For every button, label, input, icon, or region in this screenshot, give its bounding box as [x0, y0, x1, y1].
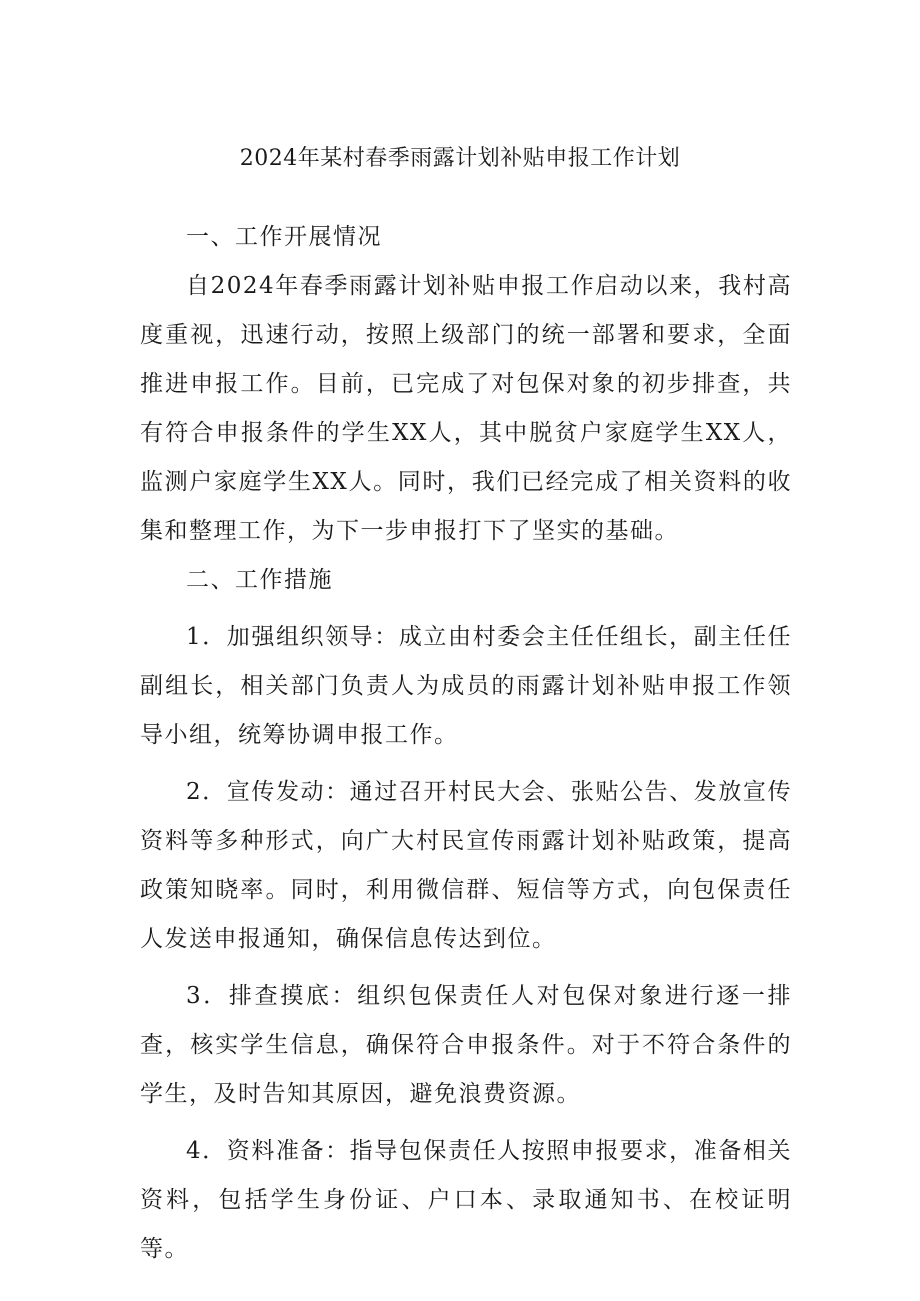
document-title: 2024年某村春季雨露计划补贴申报工作计划	[239, 146, 681, 171]
section-1-paragraph: 自2024年春季雨露计划补贴申报工作启动以来，我村高度重视，迅速行动，按照上级部门的统一部署和要求，全面推进申报工作。目前，已完成了对包保对象的初步排查，共有符合申报条件的学生XX人，其中脱贫户家庭学生XX人，监测户家庭学生XX人。同时，我们已经完成了相关资料的收集和整理工作，为下一步申报打下了坚实的基础。	[140, 273, 792, 544]
section-heading-2: 二、工作措施	[186, 567, 333, 593]
section-heading-1: 一、工作开展情况	[186, 224, 382, 250]
measure-item-1: 1．加强组织领导：成立由村委会主任任组长，副主任任副组长，相关部门负责人为成员的雨露计划补贴申报工作领导小组，统筹协调申报工作。	[140, 624, 792, 748]
measure-item-3: 3．排查摸底：组织包保责任人对包保对象进行逐一排查，核实学生信息，确保符合申报条件。对于不符合条件的学生，及时告知其原因，避免浪费资源。	[140, 983, 792, 1107]
measure-item-4: 4．资料准备：指导包保责任人按照申报要求，准备相关资料，包括学生身份证、户口本、录取通知书、在校证明等。	[140, 1138, 792, 1262]
measure-item-2: 2．宣传发动：通过召开村民大会、张贴公告、发放宣传资料等多种形式，向广大村民宣传雨露计划补贴政策，提高政策知晓率。同时，利用微信群、短信等方式，向包保责任人发送申报通知，确保信息传达到位。	[140, 779, 792, 952]
document-body	[140, 213, 792, 1274]
